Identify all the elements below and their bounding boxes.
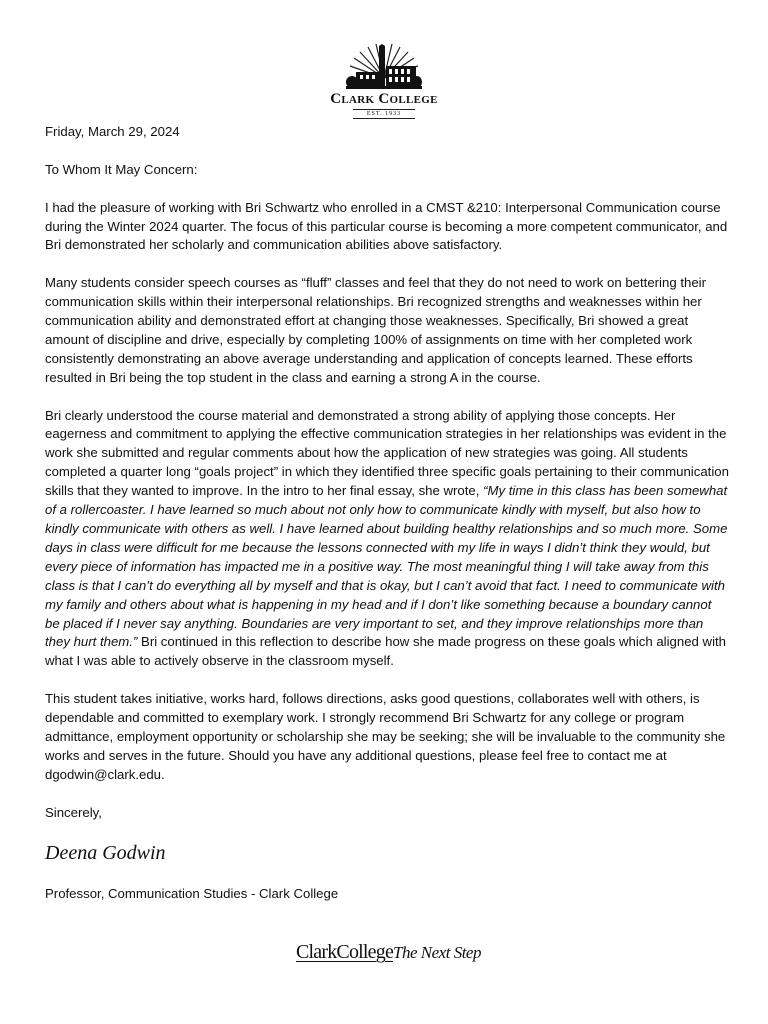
signer-title: Professor, Communication Studies - Clark College (45, 886, 339, 902)
paragraph-3-outro: Bri continued in this reflection to describe how she made progress on these goals which aligned with what I was able to actively observe in the classroom myself. (45, 634, 726, 669)
paragraph-3-intro: Bri clearly understood the course material and demonstrated a strong ability of applying those concepts. Her eagerness and commitment to applying the effective communication strategies in her relationships was evident in the work she submitted and regular comments about how the application of new strategies was going. All students completed a quarter long “goals project” in which they identified three specific goals pertaining to their communication skills that they wanted to improve. In the intro to her final essay, she wrote, (45, 407, 729, 499)
paragraph-1: I had the pleasure of working with Bri Schwartz who enrolled in a CMST &210: Interpersonal Communication course during the Winter 2024 quarter. The focus of this particular course is becoming a more competent communicator, and Bri demonstrated her scholarly and communication abilities above satisfactory. (45, 199, 728, 253)
logo-established: EST. 1933 (353, 109, 415, 119)
paragraph-3 (45, 407, 729, 672)
clark-college-building-icon (346, 44, 422, 92)
clark-college-logo (322, 44, 446, 126)
logo-college-name: Clark College (330, 91, 438, 107)
paragraph-4: This student takes initiative, works hard, follows directions, asks good questions, collaborates well with others, is dependable and committed to exemplary work. I strongly recommend Bri Schwartz for any college or program admittance, employment opportunity or scholarship she may be seeking; she will be invaluable to the community she works and serves in the future. Should you have any additional questions, please feel free to contact me at dgodwin@clark.edu. (45, 691, 726, 782)
signature: Deena Godwin (45, 842, 166, 865)
paragraph-2: Many students consider speech courses as “fluff” classes and feel that they do not need to work on bettering their communication skills within their interpersonal relationships. Bri recognized strengths and weaknesses within her communication ability and demonstrated effort at changing those weaknesses. Specifically, Bri showed a great amount of discipline and drive, especially by completing 100% of assignments on time with her completed work consistently demonstrating an above average understanding and application of concepts learned. These efforts resulted in Bri being the top student in the class and earning a strong A in the course. (45, 275, 706, 385)
footer-logo-name: ClarkCollege (296, 941, 394, 963)
footer-tagline: The Next Step (393, 943, 481, 962)
student-quote: “My time in this class has been somewhat of a rollercoaster. I have learned so much about not only how to communicate kindly with myself, but also how to kindly communicate with others as well. I have learned about building healthy relationships and so much more. Some days in class were difficult for me because the lessons connected with my life in ways I didn’t think they would, but every piece of information has impacted me in a positive way. The most meaningful thing I will take away from this class is that I can’t do everything all by myself and that is okay, but I can’t avoid that fact. I need to communicate with my family and others about what is happening in my head and if I don’t like something because a boundary cannot be placed if I never say anything. Boundaries are very important to set, and they improve relationships more than they hurt them.” (45, 483, 728, 650)
letter-date: Friday, March 29, 2024 (45, 124, 180, 139)
letter-salutation: To Whom It May Concern: (45, 161, 198, 177)
letter-closing: Sincerely, (45, 804, 102, 820)
letter-body (45, 123, 729, 923)
footer-logo (296, 941, 481, 969)
